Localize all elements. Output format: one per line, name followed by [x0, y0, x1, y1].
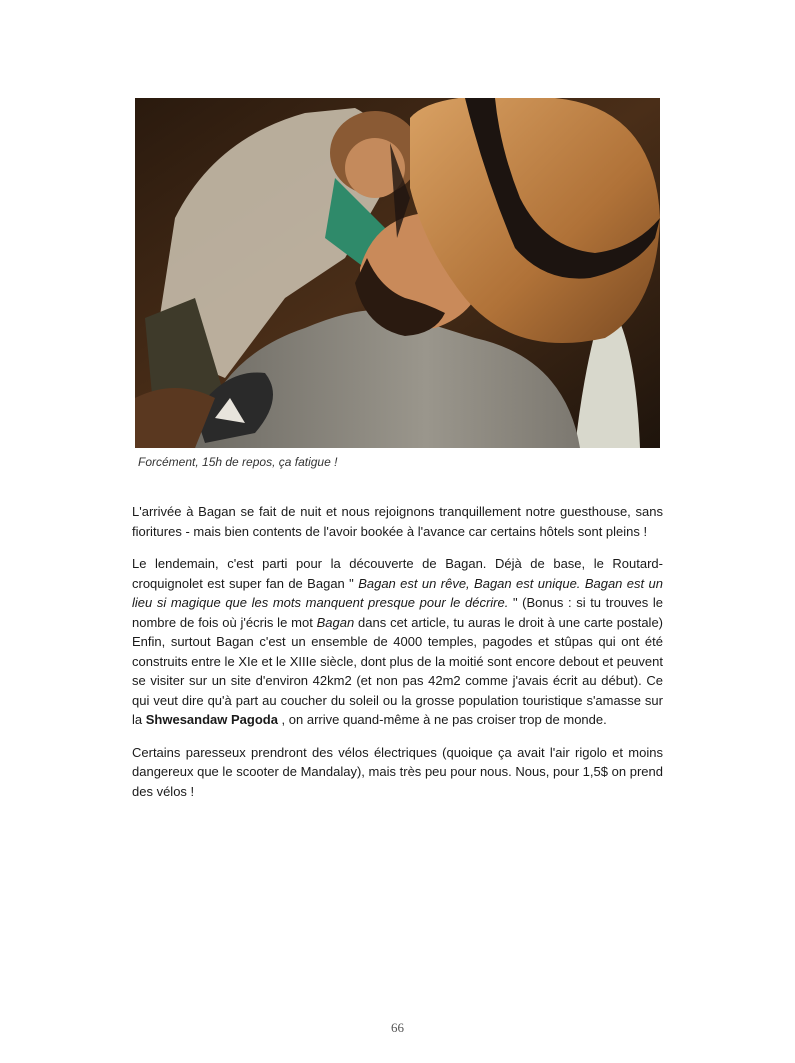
paragraph-bagan-discovery [132, 554, 663, 730]
shwesandaw-pagoda: Shwesandaw Pagoda [145, 712, 278, 727]
page-number: 66 [391, 1020, 404, 1035]
photo-illustration [135, 98, 660, 448]
article-body [132, 502, 663, 814]
photo [135, 98, 660, 448]
paragraph-bikes: Certains paresseux prendront des vélos électriques (quoique ça avait l'air rigolo et moins dangereux que le scooter de Mandalay), mais très peu pour nous. Nous, pour 1,5$ on prend des vélos ! [132, 744, 663, 799]
routard-quote: Bagan est un rêve, Bagan est unique. Bagan est un lieu si magique que les mots manquent presque pour le décrire. [132, 575, 663, 610]
paragraph-arrival: L'arrivée à Bagan se fait de nuit et nous rejoignons tranquillement notre guesthouse, sans fioritures - mais bien contents de l'avoir bookée à l'avance car certains hôtels sont pleins ! [132, 504, 663, 539]
bagan-word: Bagan [316, 614, 355, 630]
paragraph-text: dans cet article, tu auras le droit à une carte postale) Enfin, surtout Bagan c'est un ensemble de 4000 temples, pagodes et stûpas qui ont été construits entre le XIe et le XIIIe siècle, dont plus de la moitié sont encore debout et peuvent se visiter sur un site d'environ 42km2 (et non pas 42m2 comme j'avais écrit au début). Ce qui veut dire qu'à part au coucher du soleil ou la grosse population touristique s'amasse sur la [132, 614, 664, 727]
paragraph-text: , on arrive quand-même à ne pas croiser trop de monde. [277, 712, 607, 727]
photo-caption: Forcément, 15h de repos, ça fatigue ! [138, 455, 338, 469]
paragraph-text: " (Bonus : si tu trouves le nombre de fois où j'écris le mot [132, 595, 663, 630]
paragraph-text: Le lendemain, c'est parti pour la découverte de Bagan. Déjà de base, le Routard-croquignolet est super fan de Bagan " [132, 556, 663, 591]
